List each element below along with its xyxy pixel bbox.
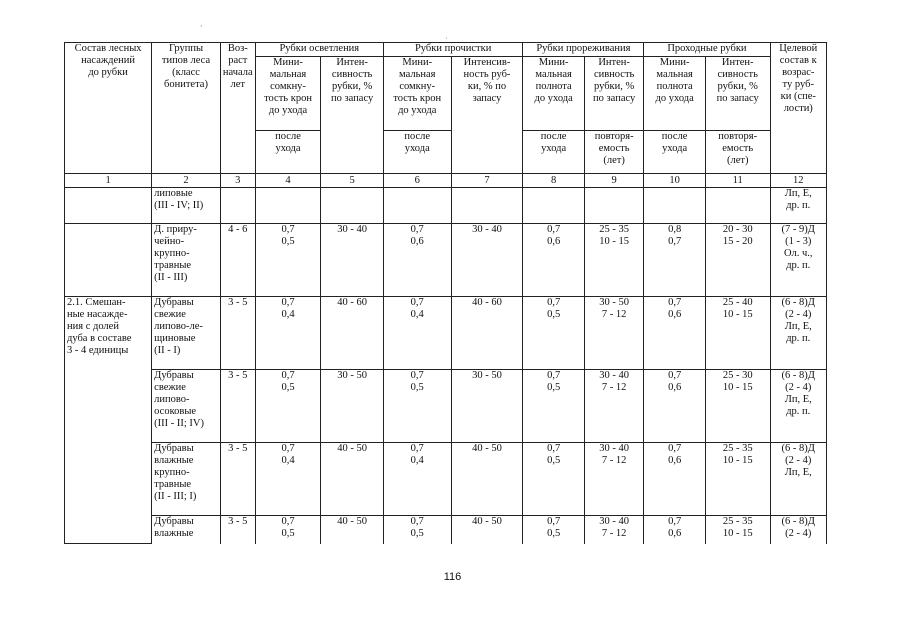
cell-value: 30 - 50 7 - 12	[584, 297, 643, 370]
column-number: 1	[65, 174, 152, 188]
header-after-care: после ухода	[383, 131, 451, 174]
cell-target: (7 - 9)Д (1 - 3) Ол. ч., др. п.	[770, 224, 827, 297]
cell-value: 0,7 0,5	[255, 224, 321, 297]
cell-value: 40 - 50	[321, 443, 384, 516]
cell-value: 0,7 0,5	[523, 297, 585, 370]
cell-value: 0,7 0,6	[644, 516, 706, 544]
cell-composition	[65, 224, 152, 297]
column-number: 3	[220, 174, 255, 188]
cell-value: 30 - 50	[451, 370, 523, 443]
header-min-density: Мини- мальная полнота до ухода	[644, 57, 706, 131]
cell-composition	[65, 188, 152, 224]
cell-age: 3 - 5	[220, 297, 255, 370]
cell-value: 25 - 30 10 - 15	[705, 370, 770, 443]
header-thinning-cuttings: Рубки прореживания	[523, 43, 644, 57]
cell-value	[383, 188, 451, 224]
header-clarification-cuttings: Рубки осветления	[255, 43, 383, 57]
column-number: 2	[152, 174, 221, 188]
cell-value	[321, 188, 384, 224]
table-row	[65, 224, 827, 297]
cell-value	[705, 188, 770, 224]
cell-value: 30 - 50	[321, 370, 384, 443]
cell-value: 40 - 60	[451, 297, 523, 370]
scan-speck: ·	[445, 34, 448, 43]
cell-value: 0,7 0,4	[255, 297, 321, 370]
header-intensity: Интенсив- ность руб- ки, % по запасу	[451, 57, 523, 174]
cell-value: 40 - 50	[451, 443, 523, 516]
cell-value: 0,7 0,6	[644, 443, 706, 516]
header-after-care: после ухода	[523, 131, 585, 174]
cell-value: 0,7 0,5	[523, 443, 585, 516]
cell-value: 25 - 40 10 - 15	[705, 297, 770, 370]
cell-age: 3 - 5	[220, 443, 255, 516]
table-row	[65, 370, 827, 443]
cell-composition: 2.1. Смешан- ные насажде- ния с долей дуба в составе 3 - 4 единицы	[65, 297, 152, 544]
cell-value: 0,7 0,5	[523, 370, 585, 443]
header-repeat-years: повторя- емость (лет)	[705, 131, 770, 174]
cell-value: 30 - 40 7 - 12	[584, 516, 643, 544]
column-number: 12	[770, 174, 827, 188]
cell-value	[644, 188, 706, 224]
column-number: 5	[321, 174, 384, 188]
cell-forest-group: Дубравы влажные	[152, 516, 221, 544]
header-composition: Состав лесных насаждений до рубки	[65, 43, 152, 174]
cell-value: 0,7 0,5	[523, 516, 585, 544]
cell-value: 0,7 0,5	[255, 370, 321, 443]
cell-target: (6 - 8)Д (2 - 4) Лп, Е, др. п.	[770, 297, 827, 370]
header-intensity: Интен- сивность рубки, % по запасу	[705, 57, 770, 131]
cell-value: 0,7 0,5	[383, 370, 451, 443]
header-cleaning-cuttings: Рубки прочистки	[383, 43, 522, 57]
cell-target: (6 - 8)Д (2 - 4) Лп, Е,	[770, 443, 827, 516]
cell-value: 0,7 0,4	[255, 443, 321, 516]
header-target-composition: Целевой состав к возрас- ту руб- ки (спе- лости)	[770, 43, 827, 174]
column-number: 11	[705, 174, 770, 188]
cell-value: 30 - 40	[321, 224, 384, 297]
cell-forest-group: Д. приру- чейно- крупно- травные (II - III)	[152, 224, 221, 297]
cell-value: 0,7 0,6	[383, 224, 451, 297]
page-number: 116	[443, 571, 462, 583]
cell-forest-group: Дубравы свежие липово-ле- щиновые (II - I)	[152, 297, 221, 370]
cell-value: 0,8 0,7	[644, 224, 706, 297]
cell-value: 30 - 40 7 - 12	[584, 443, 643, 516]
table-row	[65, 188, 827, 224]
cell-value: 30 - 40	[451, 224, 523, 297]
cell-value: 30 - 40 7 - 12	[584, 370, 643, 443]
column-number: 6	[383, 174, 451, 188]
cell-value: 0,7 0,6	[644, 297, 706, 370]
column-number: 8	[523, 174, 585, 188]
cell-age: 3 - 5	[220, 370, 255, 443]
header-after-care: после ухода	[644, 131, 706, 174]
header-after-care: после ухода	[255, 131, 321, 174]
cell-value	[584, 188, 643, 224]
header-min-density: Мини- мальная полнота до ухода	[523, 57, 585, 131]
table-header	[65, 43, 827, 188]
cell-age	[220, 188, 255, 224]
header-forest-groups: Группы типов леса (класс бонитета)	[152, 43, 221, 174]
cell-value: 25 - 35 10 - 15	[705, 443, 770, 516]
cell-value: 0,7 0,5	[255, 516, 321, 544]
table-row	[65, 516, 827, 544]
cell-value: 0,7 0,4	[383, 297, 451, 370]
silviculture-table	[64, 42, 827, 544]
cell-value: 25 - 35 10 - 15	[705, 516, 770, 544]
table-row	[65, 297, 827, 370]
cell-value: 40 - 60	[321, 297, 384, 370]
cell-target: (6 - 8)Д (2 - 4) Лп, Е, др. п.	[770, 370, 827, 443]
column-number: 10	[644, 174, 706, 188]
cell-value: 20 - 30 15 - 20	[705, 224, 770, 297]
cell-value: 40 - 50	[321, 516, 384, 544]
cell-target: Лп, Е, др. п.	[770, 188, 827, 224]
cell-forest-group: Дубравы свежие липово- осоковые (III - II; IV)	[152, 370, 221, 443]
cell-value: 0,7 0,6	[644, 370, 706, 443]
cell-value: 0,7 0,4	[383, 443, 451, 516]
cell-value: 0,7 0,5	[383, 516, 451, 544]
table-body	[65, 224, 827, 544]
scan-speck: ·	[200, 22, 203, 31]
cell-forest-group: Дубравы влажные крупно- травные (II - III; I)	[152, 443, 221, 516]
cell-age: 3 - 5	[220, 516, 255, 544]
cell-forest-group: липовые (III - IV; II)	[152, 188, 221, 224]
table-row	[65, 443, 827, 516]
cell-value: 40 - 50	[451, 516, 523, 544]
column-number: 9	[584, 174, 643, 188]
cell-value: 0,7 0,6	[523, 224, 585, 297]
header-passage-cuttings: Проходные рубки	[644, 43, 770, 57]
header-min-crown-closure: Мини- мальная сомкну- тость крон до ухода	[383, 57, 451, 131]
header-intensity: Интен- сивность рубки, % по запасу	[584, 57, 643, 131]
table-body-continuation	[65, 188, 827, 224]
cell-value	[451, 188, 523, 224]
cell-value	[523, 188, 585, 224]
cell-age: 4 - 6	[220, 224, 255, 297]
cell-value: 25 - 35 10 - 15	[584, 224, 643, 297]
column-number: 4	[255, 174, 321, 188]
cell-target: (6 - 8)Д (2 - 4)	[770, 516, 827, 544]
header-min-crown-closure: Мини- мальная сомкну- тость крон до ухода	[255, 57, 321, 131]
column-number: 7	[451, 174, 523, 188]
cell-value	[255, 188, 321, 224]
header-repeat-years: повторя- емость (лет)	[584, 131, 643, 174]
header-intensity: Интен- сивность рубки, % по запасу	[321, 57, 384, 174]
header-start-age: Воз- раст начала лет	[220, 43, 255, 174]
